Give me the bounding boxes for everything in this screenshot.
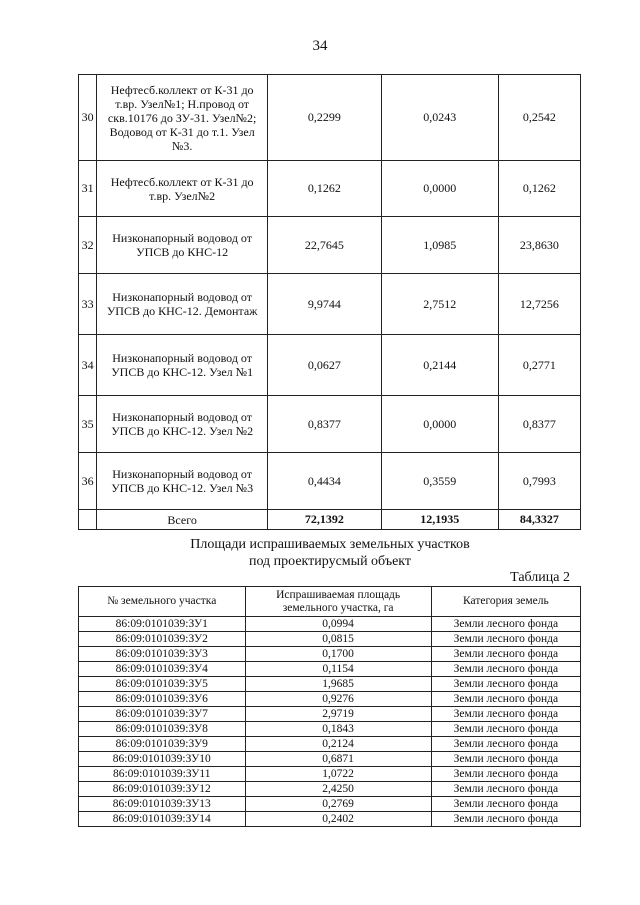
- table-row: [79, 396, 581, 453]
- cell-category: Земли лесного фонда: [431, 692, 580, 707]
- cell-num: 35: [79, 396, 97, 453]
- cell-v1: 0,2299: [268, 75, 382, 161]
- total-label: Всего: [97, 510, 268, 530]
- cell-num: 34: [79, 335, 97, 396]
- cell-plot-number: 86:09:0101039:ЗУ3: [79, 647, 246, 662]
- page-number: 34: [312, 38, 328, 54]
- table-row: [79, 217, 581, 274]
- cell-category: Земли лесного фонда: [431, 722, 580, 737]
- table-label: Таблица 2: [510, 570, 570, 585]
- cell-v1: 0,0627: [268, 335, 382, 396]
- cell-category: Земли лесного фонда: [431, 632, 580, 647]
- cell-num: 30: [79, 75, 97, 161]
- table-row: [79, 737, 581, 752]
- table-row: [79, 722, 581, 737]
- table-row: [79, 752, 581, 767]
- cell-v2: 2,7512: [381, 274, 498, 335]
- cell-v2: 0,0000: [381, 161, 498, 217]
- cell-category: Земли лесного фонда: [431, 677, 580, 692]
- cell-plot-number: 86:09:0101039:ЗУ5: [79, 677, 246, 692]
- table-row: [79, 161, 581, 217]
- cell-category: Земли лесного фонда: [431, 737, 580, 752]
- cell-plot-number: 86:09:0101039:ЗУ14: [79, 812, 246, 827]
- cell-area: 0,1700: [245, 647, 431, 662]
- cell-category: Земли лесного фонда: [431, 797, 580, 812]
- cell-plot-number: 86:09:0101039:ЗУ2: [79, 632, 246, 647]
- table-row: [79, 692, 581, 707]
- cell-category: Земли лесного фонда: [431, 707, 580, 722]
- cell-plot-number: 86:09:0101039:ЗУ13: [79, 797, 246, 812]
- cell-v3: 12,7256: [498, 274, 580, 335]
- objects-area-table: [78, 74, 581, 530]
- table-row: [79, 767, 581, 782]
- cell-name: Низконапорный водовод от УПСВ до КНС-12. Узел №2: [97, 396, 268, 453]
- cell-name: Нефтесб.коллект от К-31 до т.вр. Узел№1; Н.провод от скв.10176 до ЗУ-31. Узел№2; Водовод от К-31 до т.1. Узел №3.: [97, 75, 268, 161]
- table-row: [79, 335, 581, 396]
- cell-area: 0,2769: [245, 797, 431, 812]
- cell-v2: 0,3559: [381, 453, 498, 510]
- column-header-category: Категория земель: [431, 587, 580, 617]
- cell-plot-number: 86:09:0101039:ЗУ4: [79, 662, 246, 677]
- table-row: [79, 677, 581, 692]
- cell-category: Земли лесного фонда: [431, 662, 580, 677]
- cell-v2: 0,0243: [381, 75, 498, 161]
- section-title: [80, 536, 580, 570]
- cell-plot-number: 86:09:0101039:ЗУ12: [79, 782, 246, 797]
- table-row: [79, 75, 581, 161]
- cell-v3: 0,7993: [498, 453, 580, 510]
- cell-area: 0,1843: [245, 722, 431, 737]
- cell-name: Низконапорный водовод от УПСВ до КНС-12: [97, 217, 268, 274]
- column-header-plot-number: № земельного участка: [79, 587, 246, 617]
- total-v2: 12,1935: [381, 510, 498, 530]
- cell-area: 0,0815: [245, 632, 431, 647]
- cell-category: Земли лесного фонда: [431, 647, 580, 662]
- cell-v1: 22,7645: [268, 217, 382, 274]
- section-title-line1: Площади испрашиваемых земельных участков: [190, 537, 470, 552]
- table-row: [79, 707, 581, 722]
- table-row: [79, 274, 581, 335]
- cell-v3: 0,2771: [498, 335, 580, 396]
- cell-v3: 23,8630: [498, 217, 580, 274]
- total-v3: 84,3327: [498, 510, 580, 530]
- cell-area: 1,0722: [245, 767, 431, 782]
- table-row: [79, 647, 581, 662]
- cell-area: 0,0994: [245, 617, 431, 632]
- table-row: [79, 453, 581, 510]
- cell-v3: 0,2542: [498, 75, 580, 161]
- cell-plot-number: 86:09:0101039:ЗУ1: [79, 617, 246, 632]
- cell-num: 36: [79, 453, 97, 510]
- cell-area: 0,6871: [245, 752, 431, 767]
- table-row: [79, 782, 581, 797]
- cell-category: Земли лесного фонда: [431, 767, 580, 782]
- cell-num: 32: [79, 217, 97, 274]
- table-header-row: [79, 587, 581, 617]
- cell-area: 0,1154: [245, 662, 431, 677]
- cell-v1: 0,1262: [268, 161, 382, 217]
- cell-v3: 0,8377: [498, 396, 580, 453]
- cell-area: 1,9685: [245, 677, 431, 692]
- cell-name: Нефтесб.коллект от К-31 до т.вр. Узел№2: [97, 161, 268, 217]
- cell-plot-number: 86:09:0101039:ЗУ8: [79, 722, 246, 737]
- cell-category: Земли лесного фонда: [431, 782, 580, 797]
- total-row: [79, 510, 581, 530]
- cell-plot-number: 86:09:0101039:ЗУ9: [79, 737, 246, 752]
- cell-v1: 0,4434: [268, 453, 382, 510]
- table-row: [79, 632, 581, 647]
- cell-category: Земли лесного фонда: [431, 617, 580, 632]
- cell-category: Земли лесного фонда: [431, 812, 580, 827]
- cell-v2: 0,0000: [381, 396, 498, 453]
- cell-name: Низконапорный водовод от УПСВ до КНС-12. Узел №3: [97, 453, 268, 510]
- section-title-line2: под проектирусмый объект: [248, 554, 412, 569]
- cell-v1: 0,8377: [268, 396, 382, 453]
- table-row: [79, 797, 581, 812]
- table-row: [79, 617, 581, 632]
- table-row: [79, 662, 581, 677]
- cell-plot-number: 86:09:0101039:ЗУ6: [79, 692, 246, 707]
- column-header-area: Испрашиваемая площадь земельного участка, га: [245, 587, 431, 617]
- total-num: [79, 510, 97, 530]
- cell-name: Низконапорный водовод от УПСВ до КНС-12. Узел №1: [97, 335, 268, 396]
- cell-num: 31: [79, 161, 97, 217]
- cell-area: 2,9719: [245, 707, 431, 722]
- cell-area: 2,4250: [245, 782, 431, 797]
- cell-num: 33: [79, 274, 97, 335]
- total-v1: 72,1392: [268, 510, 382, 530]
- cell-plot-number: 86:09:0101039:ЗУ11: [79, 767, 246, 782]
- table-row: [79, 812, 581, 827]
- cell-v2: 1,0985: [381, 217, 498, 274]
- cell-v1: 9,9744: [268, 274, 382, 335]
- land-plots-table: [78, 586, 581, 827]
- cell-area: 0,9276: [245, 692, 431, 707]
- cell-plot-number: 86:09:0101039:ЗУ7: [79, 707, 246, 722]
- cell-area: 0,2402: [245, 812, 431, 827]
- cell-area: 0,2124: [245, 737, 431, 752]
- cell-name: Низконапорный водовод от УПСВ до КНС-12. Демонтаж: [97, 274, 268, 335]
- cell-plot-number: 86:09:0101039:ЗУ10: [79, 752, 246, 767]
- cell-v2: 0,2144: [381, 335, 498, 396]
- cell-category: Земли лесного фонда: [431, 752, 580, 767]
- cell-v3: 0,1262: [498, 161, 580, 217]
